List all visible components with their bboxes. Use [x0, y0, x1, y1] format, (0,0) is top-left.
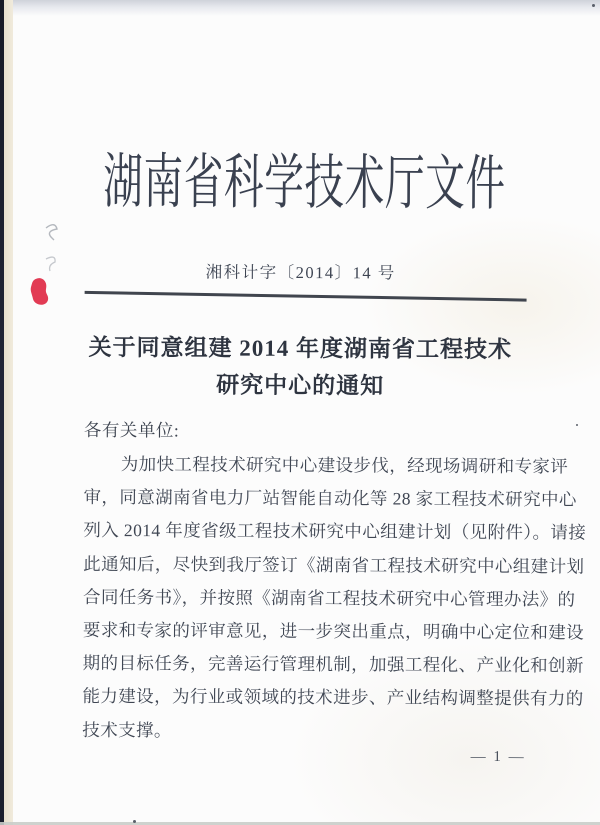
- body-paragraph: [82, 448, 587, 749]
- document-number: 湘科计字〔2014〕14 号: [205, 262, 396, 283]
- notice-title-line2: 研究中心的通知: [216, 372, 385, 399]
- body-line: 此通知后，尽快到我厅签订《湖南省工程技术研究中心组建计划: [83, 553, 585, 577]
- document-header-title: 湖南省科学技术厅文件: [103, 148, 506, 218]
- body-line: 审，同意湖南省电力厂站智能自动化等 28 家工程技术研究中心: [83, 487, 577, 510]
- notice-title-line1: 关于同意组建 2014 年度湖南省工程技术: [88, 334, 513, 363]
- body-line: 为加快工程技术研究中心建设步伐，经现场调研和专家评: [120, 454, 569, 477]
- header-separator-line: [85, 291, 527, 302]
- body-line: 期的目标任务，完善运行管理机制，加强工程化、产业化和创新: [82, 652, 584, 676]
- salutation: 各有关单位:: [83, 419, 180, 441]
- body-line: 合同任务书》，并按照《湖南省工程技术研究中心管理办法》的: [82, 586, 576, 610]
- page-number: — 1 —: [470, 748, 526, 766]
- body-line: 要求和专家的评审意见，进一步突出重点，明确中心定位和建设: [82, 619, 585, 643]
- body-line: 能力建设，为行业或领域的技术进步、产业结构调整提供有力的: [82, 686, 584, 709]
- body-line: 技术支撑。: [82, 719, 172, 740]
- notice-title: [0, 328, 600, 405]
- body-line: 列入 2014 年度省级工程技术研究中心组建计划（见附件）。请接: [83, 520, 587, 543]
